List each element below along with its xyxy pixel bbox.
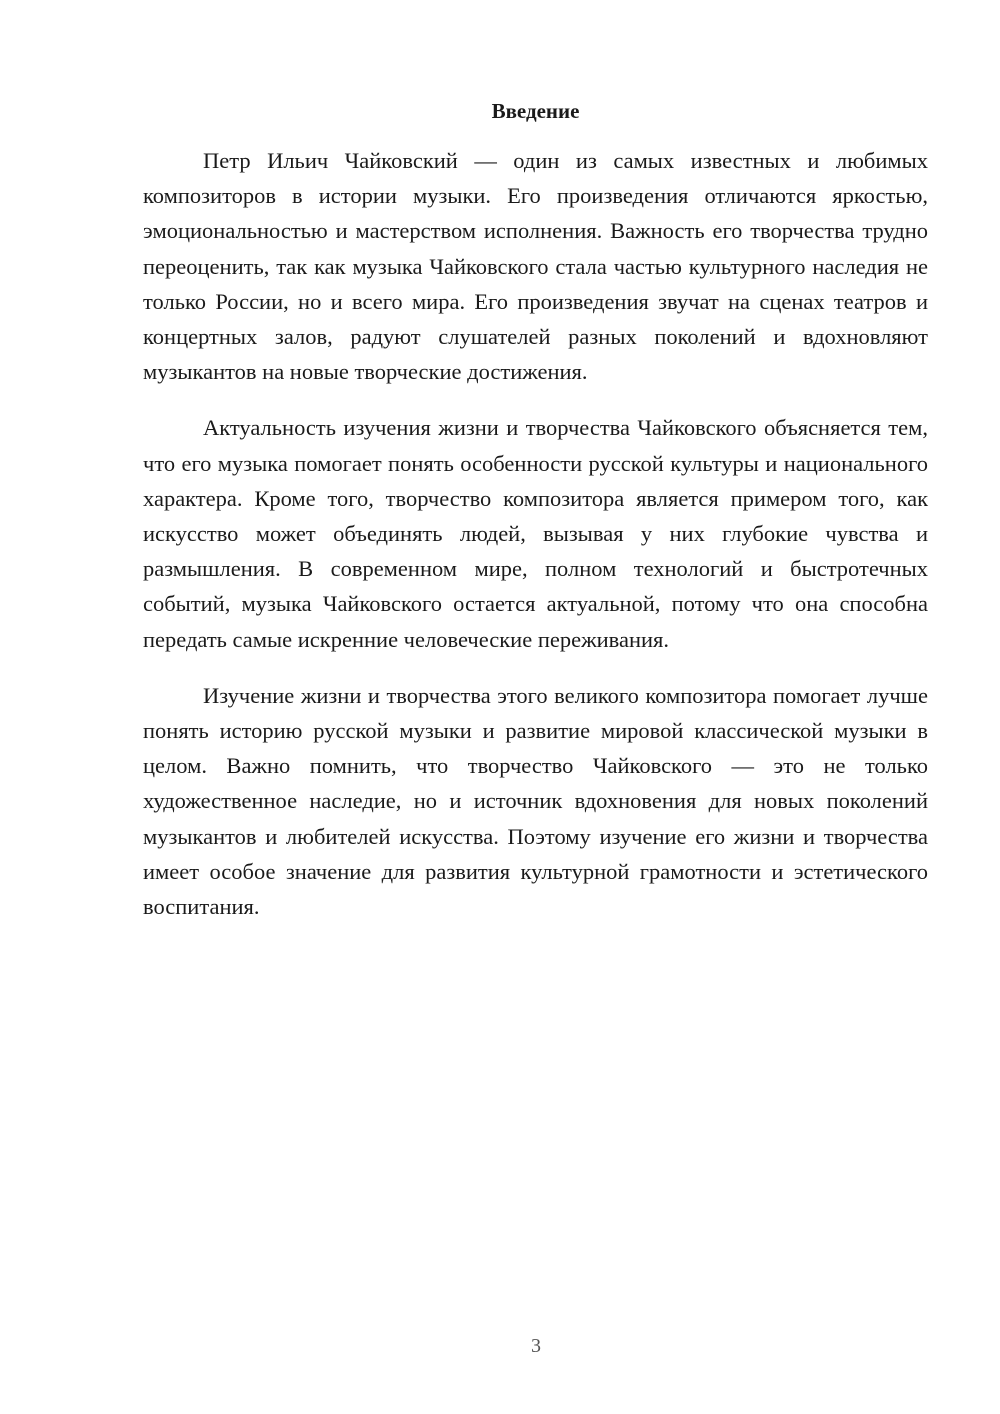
paragraph-2: Актуальность изучения жизни и творчества Чайковского объясняется тем, что его музыка помогает понять особенности русской культуры и национального характера. Кроме того, творчество композитора является примером того, как искусство может объединять людей, вызывая у них глубокие чувства и размышления. В современном мире, полном технологий и быстротечных событий, музыка Чайковского остается актуальной, потому что она способна передать самые искренние человеческие переживания. xyxy=(143,415,928,652)
document-body xyxy=(143,143,928,945)
paragraph-1: Петр Ильич Чайковский — один из самых известных и любимых композиторов в истории музыки. Его произведения отличаются яркостью, эмоциональностью и мастерством исполнения. Важность его творчества трудно переоценить, так как музыка Чайковского стала частью культурного наследия не только России, но и всего мира. Его произведения звучат на сценах театров и концертных залов, радуют слушателей разных поколений и вдохновляют музыкантов на новые творческие достижения. xyxy=(143,148,928,385)
paragraph-3: Изучение жизни и творчества этого великого композитора помогает лучше понять историю русской музыки и развитие мировой классической музыки в целом. Важно помнить, что творчество Чайковского — это не только художественное наследие, но и источник вдохновения для новых поколений музыкантов и любителей искусства. Поэтому изучение его жизни и творчества имеет особое значение для развития культурной грамотности и эстетического воспитания. xyxy=(143,682,928,920)
section-heading: Введение xyxy=(491,99,580,123)
page-number: 3 xyxy=(531,1335,541,1357)
